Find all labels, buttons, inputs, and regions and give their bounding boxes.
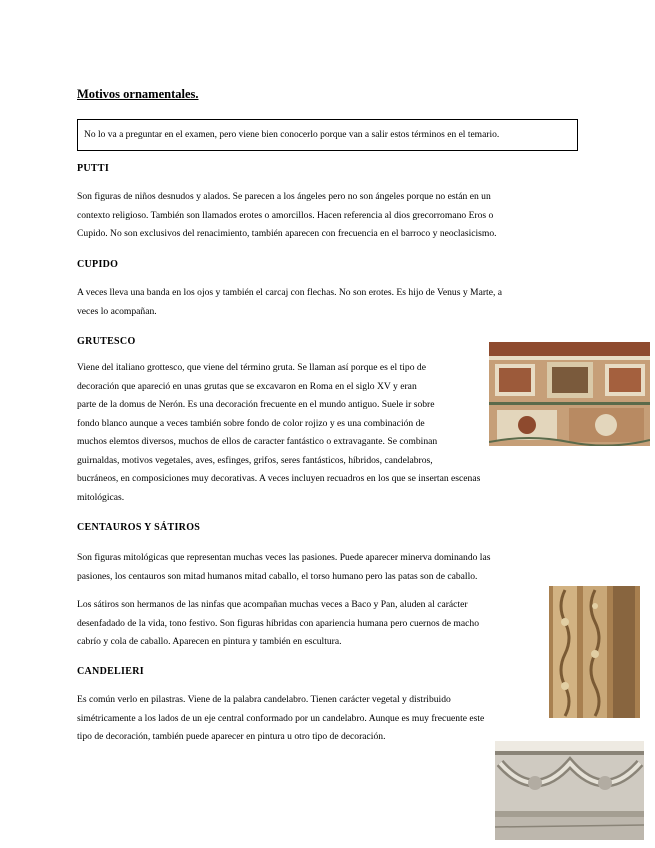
exam-note-box: No lo va a preguntar en el examen, pero viene bien conocerlo porque van a salir estos términos en el temario. (77, 119, 578, 151)
centauros-paragraph (77, 549, 490, 586)
text-line: parte de la domus de Nerón. Es una decoración frecuente en el mundo antiguo. Suele ir sobre (77, 399, 435, 410)
text-line: A veces lleva una banda en los ojos y también el carcaj con flechas. No son erotes. Es hijo de Venus y Marte, a (77, 287, 503, 298)
text-line: decoración que apareció en unas grutas que se excavaron en Roma en el siglo XV y eran (77, 380, 417, 392)
garland-relief-photo (495, 741, 644, 840)
text-line: Son figuras de niños desnudos y alados. Se parecen a los ángeles pero no son ángeles porque no están en un (77, 191, 491, 202)
text-line: simétricamente a los lados de un eje central conformado por un candelabro. Aunque es muy frecuente este (77, 712, 485, 724)
text-line: veces lo acompañan. (77, 305, 157, 317)
text-line: muchos elemtos diversos, muchos de ellos de caracter fantástico o extravagante. Se combinan (77, 436, 438, 447)
text-line: Son figuras mitológicas que representan muchas veces las pasiones. Puede aparecer minerva dominando las (77, 552, 491, 563)
grotesque-fresco-photo (489, 342, 650, 446)
grutesco-paragraph (77, 359, 480, 507)
text-line: desenfadado de la vida, tono festivo. Son figuras híbridas con apariencia humana pero cuernos de macho (77, 617, 480, 629)
section-heading-grutesco: GRUTESCO (77, 336, 136, 347)
section-heading-centauros: CENTAUROS Y SÁTIROS (77, 522, 201, 533)
text-line: cabrío y cola de caballo. Aparecen en pintura y también en escultura. (77, 636, 342, 647)
section-heading-putti: PUTTI (77, 163, 110, 174)
text-line: mitológicas. (77, 491, 125, 503)
cupido-paragraph (77, 284, 502, 321)
section-heading-candelieri: CANDELIERI (77, 666, 144, 677)
text-line: Es común verlo en pilastras. Viene de la palabra candelabro. Tienen carácter vegetal y distribuido (77, 694, 451, 705)
text-line: bucráneos, en composiciones muy decorativas. A veces incluyen recuadros en los que se insertan escenas (77, 473, 481, 484)
candelieri-pilaster-photo (549, 586, 640, 718)
putti-paragraph (77, 188, 497, 244)
text-line: Los sátiros son hermanos de las ninfas que acompañan muchas veces a Baco y Pan, aluden al carácter (77, 599, 468, 610)
text-line: Viene del italiano grottesco, que viene del término gruta. Se llaman así porque es el tipo de (77, 362, 426, 373)
candelieri-paragraph (77, 691, 484, 747)
satiros-paragraph (77, 596, 479, 652)
text-line: Cupido. No son exclusivos del renacimiento, también aparecen con frecuencia en el barroco y neoclasicismo. (77, 228, 497, 239)
page-title: Motivos ornamentales. (77, 87, 199, 101)
text-line: fondo blanco aunque a veces también sobre fondo de color rojizo y es una combinación de (77, 417, 425, 429)
section-heading-cupido: CUPIDO (77, 259, 119, 270)
text-line: pasiones, los centauros son mitad humanos mitad caballo, el torso humano pero las patas son de caballo. (77, 570, 478, 582)
text-line: contexto religioso. También son llamados erotes o amorcillos. Hacen referencia al dios grecorromano Eros o (77, 209, 494, 221)
text-line: guirnaldas, motivos vegetales, aves, esfinges, grifos, seres fantásticos, híbridos, candelabros, (77, 454, 433, 466)
text-line: tipo de decoración, también puede aparecer en pintura u otro tipo de decoración. (77, 731, 386, 742)
